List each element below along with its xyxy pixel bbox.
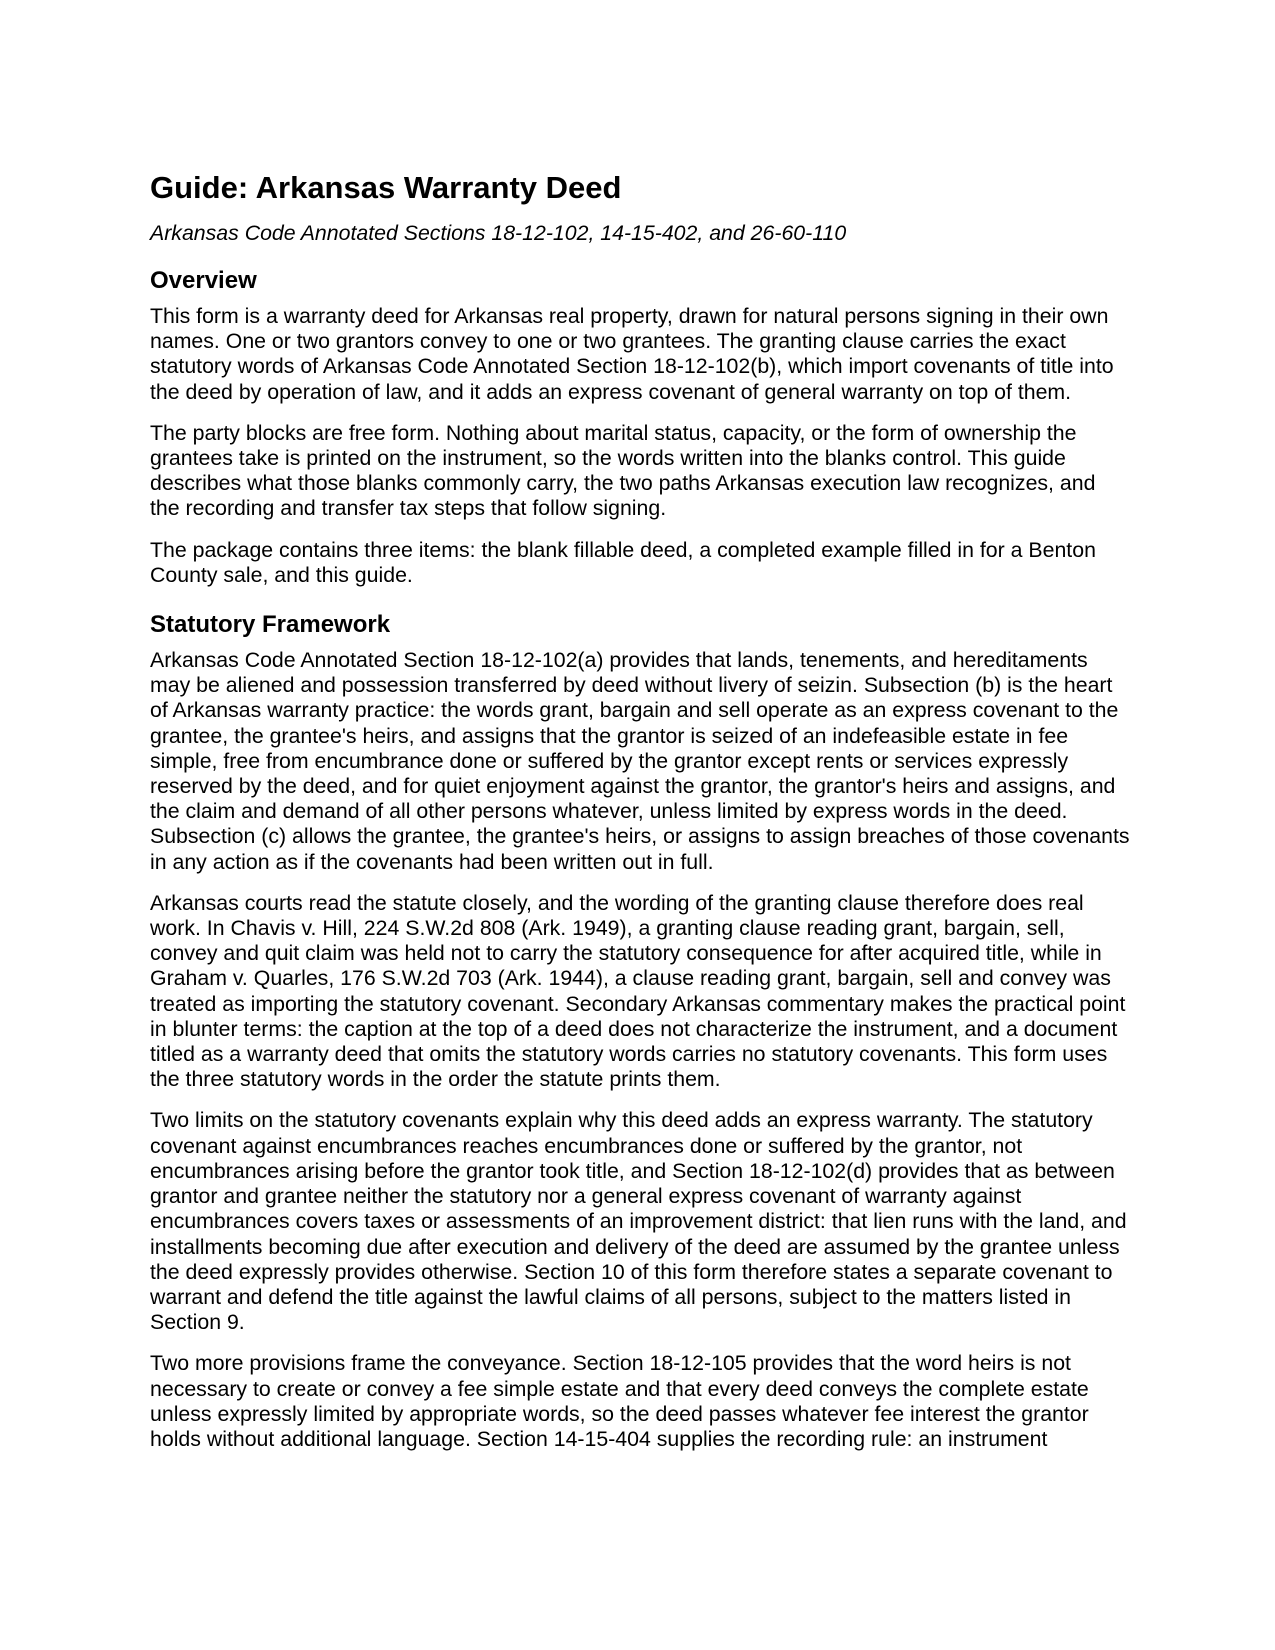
section-overview bbox=[150, 266, 1130, 588]
section-statutory-framework bbox=[150, 610, 1130, 1452]
paragraph: This form is a warranty deed for Arkansas real property, drawn for natural persons signing in their own names. One or two grantors convey to one or two grantees. The granting clause carries the exact statutory words of Arkansas Code Annotated Section 18-12-102(b), which import covenants of title into the deed by operation of law, and it adds an express covenant of general warranty on top of them. bbox=[150, 304, 1114, 404]
paragraph: Arkansas Code Annotated Section 18-12-102(a) provides that lands, tenements, and hereditaments may be aliened and possession transferred by deed without livery of seizin. Subsection (b) is the heart of Arkansas warranty practice: the words grant, bargain and sell operate as an express covenant to the grantee, the grantee's heirs, and assigns that the grantor is seized of an indefeasible estate in fee simple, free from encumbrance done or suffered by the grantor except rents or services expressly reserved by the deed, and for quiet enjoyment against the grantor, the grantor's heirs and assigns, and the claim and demand of all other persons whatever, unless limited by express words in the deed. Subsection (c) allows the grantee, the grantee's heirs, or assigns to assign breaches of those covenants in any action as if the covenants had been written out in full. bbox=[150, 648, 1130, 874]
paragraph: The package contains three items: the blank fillable deed, a completed example filled in for a Benton County sale, and this guide. bbox=[150, 537, 1096, 587]
paragraph: Two limits on the statutory covenants explain why this deed adds an express warranty. The statutory covenant against encumbrances reaches encumbrances done or suffered by the grantor, not encumbrances arising before the grantor took title, and Section 18-12-102(d) provides that as between grantor and grantee neither the statutory nor a general express covenant of warranty against encumbrances covers taxes or assessments of an improvement district: that lien runs with the land, and installments becoming due after execution and delivery of the deed are assumed by the grantee unless the deed expressly provides otherwise. Section 10 of this form therefore states a separate covenant to warrant and defend the title against the lawful claims of all persons, subject to the matters listed in Section 9. bbox=[150, 1108, 1127, 1335]
paragraph: The party blocks are free form. Nothing about marital status, capacity, or the form of ownership the grantees take is printed on the instrument, so the words written into the blanks control. This guide describes what those blanks commonly carry, the two paths Arkansas execution law recognizes, and the recording and transfer tax steps that follow signing. bbox=[150, 420, 1096, 521]
document-title: Guide: Arkansas Warranty Deed bbox=[150, 170, 622, 205]
document-page bbox=[150, 170, 1130, 1468]
paragraph: Arkansas courts read the statute closely, and the wording of the granting clause therefore does real work. In Chavis v. Hill, 224 S.W.2d 808 (Ark. 1949), a granting clause reading grant, bargain, sell, convey and quit claim was held not to carry the statutory consequence for after acquired title, while in Graham v. Quarles, 176 S.W.2d 703 (Ark. 1944), a clause reading grant, bargain, sell and convey was treated as importing the statutory covenant. Secondary Arkansas commentary makes the practical point in blunter terms: the caption at the top of a deed does not characterize the instrument, and a document titled as a warranty deed that omits the statutory words carries no statutory covenants. This form uses the three statutory words in the order the statute prints them. bbox=[150, 890, 1126, 1092]
section-heading: Statutory Framework bbox=[150, 611, 391, 639]
document-subtitle: Arkansas Code Annotated Sections 18-12-102, 14-15-402, and 26-60-110 bbox=[150, 221, 847, 245]
paragraph: Two more provisions frame the conveyance. Section 18-12-105 provides that the word heirs is not necessary to create or convey a fee simple estate and that every deed conveys the complete estate unless expressly limited by appropriate words, so the deed passes whatever fee interest the grantor holds without additional language. Section 14-15-404 supplies the recording rule: an instrument bbox=[150, 1351, 1089, 1451]
section-heading: Overview bbox=[150, 267, 257, 294]
